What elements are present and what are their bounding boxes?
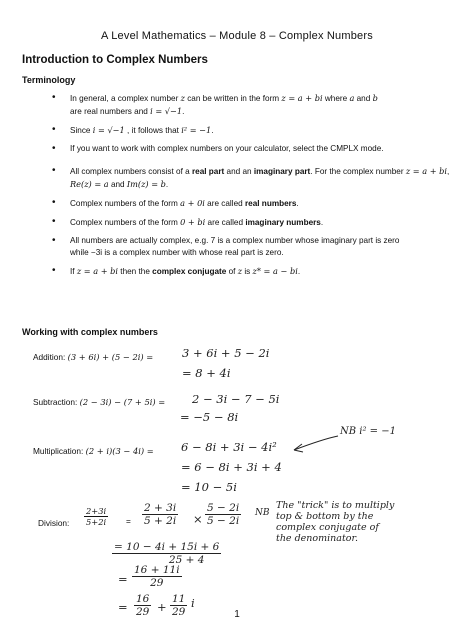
list-item: • All complex numbers consist of a real part and an imaginary part. For the complex number z = a + bi, Re(z) = a and Im(z) = b.: [52, 165, 452, 191]
division-step-3: 16 + 11i 29: [134, 564, 180, 589]
division-fraction: $\frac{2+3i}{5+2i}$: [86, 506, 107, 527]
section-heading-intro: Introduction to Complex Numbers: [22, 54, 208, 66]
document-page: A Level Mathematics – Module 8 – Complex Numbers Introduction to Complex Numbers Terminology • In general, a complex number z can be written in the form z = a + bi where a and b are real numbers and i = √−1. • Since i = √−1 , it follows that i² = −1. • If you want to work with complex numbers on your calculator, select the CMPLX mode. • All complex numbers consist of a real part and an imaginary part. For the complex number z = a + bi, Re(z) = a and Im(z) = b. • Complex numbers of the form a + 0i are called real numbers. • Complex numbers of the form 0 + bi are called imaginary numbers. • All numbers are actually complex, e.g. 7 is a complex number whose imaginary part is zero while −3i is a complex number with whose real part is zero. • If z = a + bi then the complex conjugate of z is z* = a − bi. Working with complex numbers Addition: (3 + 6i) + (5 − 2i) = 3 + 6i + 5 − 2i = 8 + 4i Subtraction: (2 − 3i) − (7 + 5i) = 2 − 3i − 7 − 5i = −5 − 8i Multiplication: (2 + i)(3 − 4i) = 6 − 8i + 3i − 4i² = 6 − 8i + 3i + 4 = 10 − 5i NB i² = −1 Division: $\frac{2+3i}{5+2i}$ = 2 + 3i 5 + 2i × 5 − 2i 5 − 2i NB The "trick" is to multiply top & bottom by the complex conjugate of the denominator. = 10 − 4i + 15i + 6 25 + 4 = 16 + 11i 29 = 16 29 + 11 29 i 1: [0, 0, 474, 632]
list-item: • Complex numbers of the form 0 + bi are called imaginary numbers.: [52, 216, 452, 229]
terminology-list: [52, 92, 452, 284]
division-step-4-real: 16 29: [136, 593, 150, 618]
division-step-2: = 10 − 4i + 15i + 6 25 + 4: [114, 541, 220, 566]
division-step-4-imag: 11 29: [172, 593, 186, 618]
document-title: A Level Mathematics – Module 8 – Complex Numbers: [101, 30, 373, 42]
addition-step-1: 3 + 6i + 5 − 2i: [182, 346, 270, 360]
division-times: ×: [193, 512, 203, 526]
subtraction-label: Subtraction: (2 − 3i) − (7 + 5i) =: [33, 397, 166, 407]
subtraction-step-2: = −5 − 8i: [180, 410, 239, 424]
page-number: 1: [234, 609, 240, 620]
multiplication-label: Multiplication: (2 + i)(3 − 4i) =: [33, 446, 154, 456]
arrow-icon: [290, 432, 340, 454]
multiplication-step-3: = 10 − 5i: [181, 480, 237, 494]
multiplication-note: NB i² = −1: [340, 426, 396, 437]
section-heading-working: Working with complex numbers: [22, 327, 158, 337]
list-item: • All numbers are actually complex, e.g. 7 is a complex number whose imaginary part is zero while −3i is a complex number with whose real part is zero.: [52, 235, 452, 259]
list-item: • Complex numbers of the form a + 0i are called real numbers.: [52, 197, 452, 210]
list-item: • If you want to work with complex numbers on your calculator, select the CMPLX mode.: [52, 143, 452, 155]
subheading-terminology: Terminology: [22, 75, 76, 85]
division-equals: =: [126, 516, 131, 526]
division-fraction-1: 2 + 3i 5 + 2i: [144, 502, 177, 527]
division-fraction-2: 5 − 2i 5 − 2i: [207, 502, 240, 527]
addition-label: Addition: (3 + 6i) + (5 − 2i) =: [33, 352, 154, 362]
list-item: • In general, a complex number z can be written in the form z = a + bi where a and b are real numbers and i = √−1.: [52, 92, 452, 118]
addition-step-2: = 8 + 4i: [182, 366, 231, 380]
multiplication-step-2: = 6 − 8i + 3i + 4: [181, 460, 282, 474]
subtraction-step-1: 2 − 3i − 7 − 5i: [192, 392, 280, 406]
division-label: Division:: [38, 518, 70, 528]
division-note: The "trick" is to multiply top & bottom by the complex conjugate of the denominator.: [276, 500, 395, 544]
list-item: • If z = a + bi then the complex conjugate of z is z* = a − bi.: [52, 265, 452, 278]
list-item: • Since i = √−1 , it follows that i² = −1.: [52, 124, 452, 137]
division-nb: NB: [255, 508, 270, 518]
multiplication-step-1: 6 − 8i + 3i − 4i²: [181, 440, 277, 454]
